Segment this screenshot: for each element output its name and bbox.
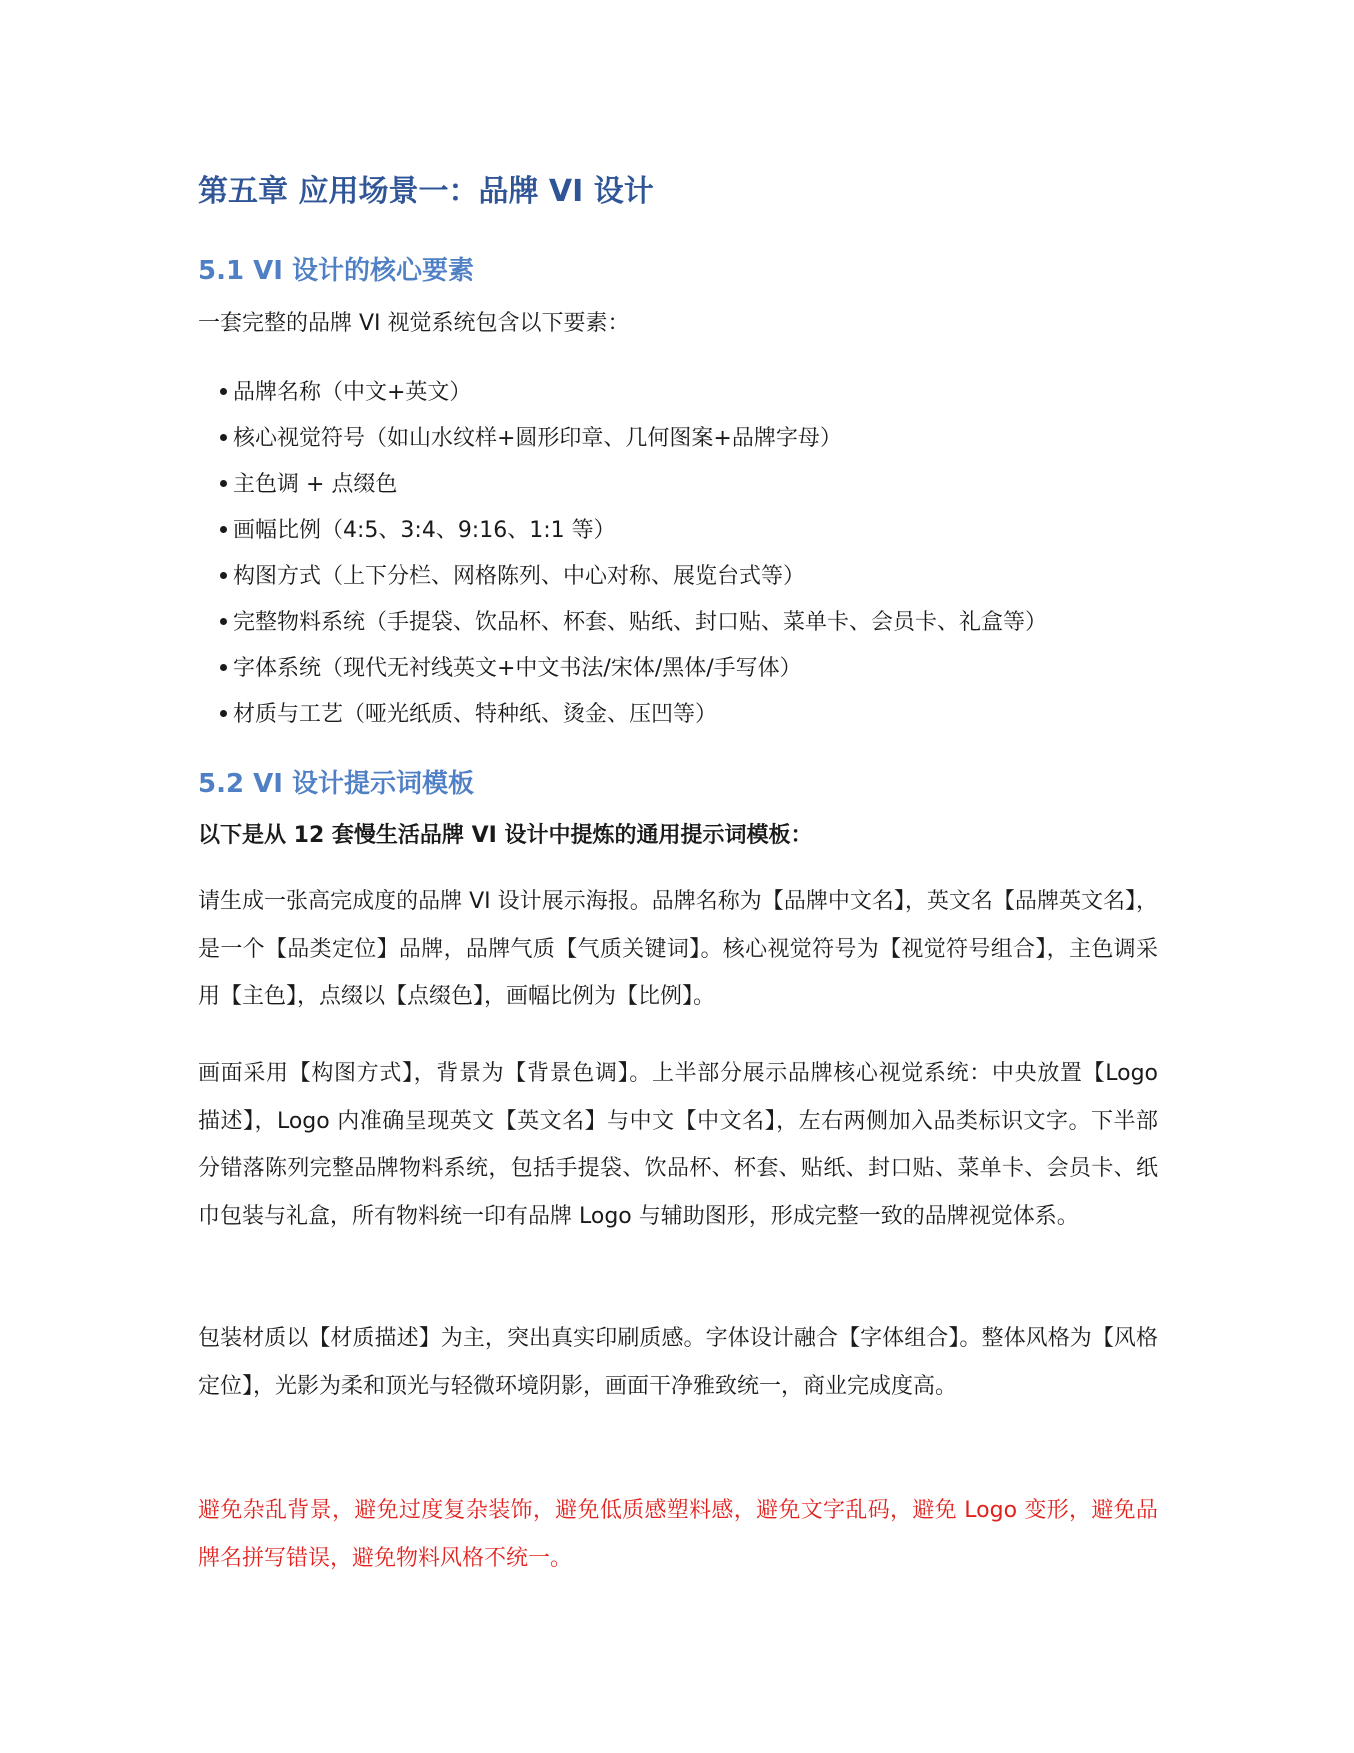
- template-paragraph-3: 包装材质以【材质描述】为主，突出真实印刷质感。字体设计融合【字体组合】。整体风格为【风格定位】，光影为柔和顶光与轻微环境阴影，画面干净雅致统一，商业完成度高。: [198, 1326, 1158, 1399]
- section-title-5-1: 5.1 VI 设计的核心要素: [198, 256, 474, 286]
- list-item: 主色调 + 点缀色: [220, 462, 1047, 508]
- list-item: 构图方式（上下分栏、网格陈列、中心对称、展览台式等）: [220, 554, 1047, 600]
- bullet-icon: [220, 618, 227, 625]
- section-title-5-2: 5.2 VI 设计提示词模板: [198, 769, 474, 799]
- template-lead: 以下是从 12 套慢生活品牌 VI 设计中提炼的通用提示词模板：: [198, 823, 813, 848]
- list-item: 字体系统（现代无衬线英文+中文书法/宋体/黑体/手写体）: [220, 646, 1047, 692]
- bullet-icon: [220, 710, 227, 717]
- chapter-title: 第五章 应用场景一：品牌 VI 设计: [198, 174, 654, 209]
- list-item: 品牌名称（中文+英文）: [220, 370, 1047, 416]
- template-paragraph-1: 请生成一张高完成度的品牌 VI 设计展示海报。品牌名称为【品牌中文名】，英文名【品牌英文名】，是一个【品类定位】品牌，品牌气质【气质关键词】。核心视觉符号为【视觉符号组合】，主色调采用【主色】，点缀以【点缀色】，画幅比例为【比例】。: [198, 889, 1158, 1009]
- section-intro: 一套完整的品牌 VI 视觉系统包含以下要素：: [198, 311, 630, 336]
- list-item: 材质与工艺（哑光纸质、特种纸、烫金、压凹等）: [220, 692, 1047, 738]
- negative-prompt-paragraph: 避免杂乱背景，避免过度复杂装饰，避免低质感塑料感，避免文字乱码，避免 Logo 变形，避免品牌名拼写错误，避免物料风格不统一。: [198, 1498, 1158, 1571]
- bullet-icon: [220, 480, 227, 487]
- bullet-icon: [220, 664, 227, 671]
- template-paragraph-2: 画面采用【构图方式】，背景为【背景色调】。上半部分展示品牌核心视觉系统：中央放置【Logo 描述】，Logo 内准确呈现英文【英文名】与中文【中文名】，左右两侧加入品类标识文字。下半部分错落陈列完整品牌物料系统，包括手提袋、饮品杯、杯套、贴纸、封口贴、菜单卡、会员卡、纸巾包装与礼盒，所有物料统一印有品牌 Logo 与辅助图形，形成完整一致的品牌视觉体系。: [198, 1061, 1158, 1229]
- list-item: 画幅比例（4:5、3:4、9:16、1:1 等）: [220, 508, 1047, 554]
- bullet-icon: [220, 434, 227, 441]
- list-item: 完整物料系统（手提袋、饮品杯、杯套、贴纸、封口贴、菜单卡、会员卡、礼盒等）: [220, 600, 1047, 646]
- bullet-icon: [220, 388, 227, 395]
- bullet-icon: [220, 526, 227, 533]
- list-item: 核心视觉符号（如山水纹样+圆形印章、几何图案+品牌字母）: [220, 416, 1047, 462]
- bullet-icon: [220, 572, 227, 579]
- element-list: [220, 370, 1047, 738]
